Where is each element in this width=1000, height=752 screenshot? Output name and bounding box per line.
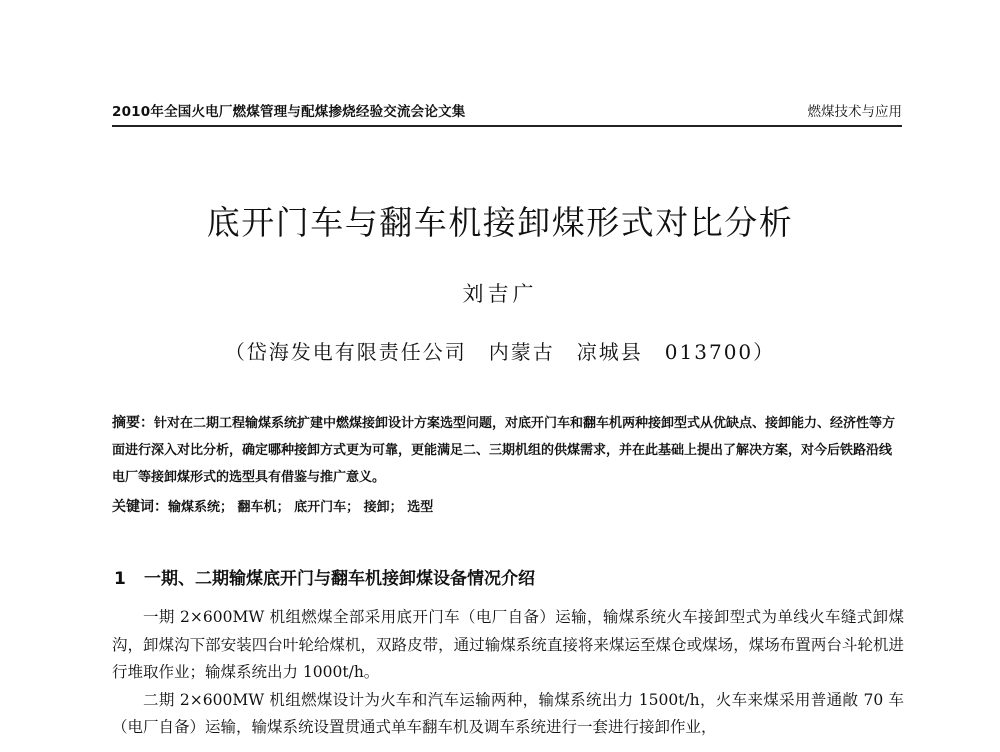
abstract-label: 摘要： [112,415,154,431]
author-affiliation: （岱海发电有限责任公司 内蒙古 凉城县 013700） [224,340,776,364]
paper-author: 刘吉广 [462,282,538,306]
body-paragraph: 一期 2×600MW 机组燃煤全部采用底开门车（电厂自备）运输，输煤系统火车接卸型式为单线火车缝式卸煤沟，卸煤沟下部安装四台叶轮给煤机，双路皮带，通过输煤系统直接将来煤运至煤仓或煤场，煤场布置两台斗轮机进行堆取作业；输煤系统出力 1000t/h。 [112,608,904,681]
section-number: 1 [114,569,126,589]
paper-title: 底开门车与翻车机接卸煤形式对比分析 [206,203,794,242]
keyword-item: ； 底开门车 [277,500,347,515]
section-heading-text: 一期、二期输煤底开门与翻车机接卸煤设备情况介绍 [144,569,535,589]
keywords [112,494,904,521]
keyword-list [168,500,433,515]
section-body [112,604,904,742]
keyword-item: ； 翻车机 [220,500,277,515]
abstract [112,410,904,491]
body-paragraph: 二期 2×600MW 机组燃煤设计为火车和汽车运输两种，输煤系统出力 1500t/h，火车来煤采用普通敞 70 车（电厂自备）运输，输煤系统设置贯通式单车翻车机及调车系统进行一套进行接卸作业， [112,690,904,736]
section-heading [114,565,904,593]
keywords-label: 关键词： [112,499,168,515]
abstract-text: 针对在二期工程输煤系统扩建中燃煤接卸设计方案选型问题，对底开门车和翻车机两种接卸型式从优缺点、接卸能力、经济性等方面进行深入对比分析，确定哪种接卸方式更为可靠，更能满足二、三期机组的供煤需求，并在此基础上提出了解决方案，对今后铁路沿线电厂等接卸煤形式的选型具有借鉴与推广意义。 [112,416,896,485]
running-header [112,101,902,127]
keyword-item: ； 接卸 [346,500,390,515]
keyword-item: 输煤系统 [168,500,221,515]
keyword-item: ； 选型 [390,500,434,515]
section-category: 燃煤技术与应用 [807,104,902,120]
proceedings-title: 2010年全国火电厂燃煤管理与配煤掺烧经验交流会论文集 [112,104,466,120]
